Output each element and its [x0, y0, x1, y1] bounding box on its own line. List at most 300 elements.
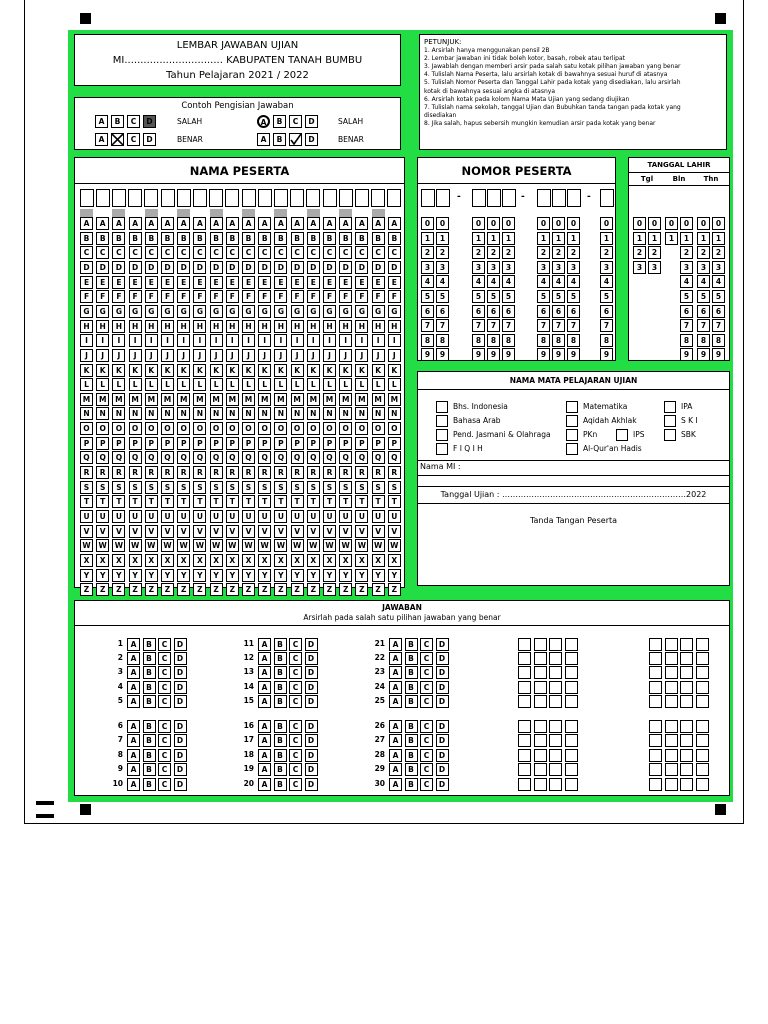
answer-bubble[interactable]: B	[143, 681, 156, 694]
name-bubble[interactable]: Q	[323, 451, 336, 464]
name-bubble[interactable]: H	[274, 320, 287, 333]
name-bubble[interactable]: J	[355, 349, 368, 362]
name-letter-input[interactable]	[306, 189, 320, 207]
name-bubble[interactable]: A	[355, 217, 368, 230]
name-bubble[interactable]: G	[80, 305, 93, 318]
name-bubble[interactable]: K	[177, 364, 190, 377]
name-bubble[interactable]: L	[355, 378, 368, 391]
number-bubble[interactable]: 2	[552, 246, 565, 259]
name-bubble[interactable]: Q	[80, 451, 93, 464]
name-bubble[interactable]: B	[274, 232, 287, 245]
name-letter-input[interactable]	[274, 189, 288, 207]
name-bubble[interactable]: R	[129, 466, 142, 479]
name-bubble[interactable]: S	[145, 481, 158, 494]
name-bubble[interactable]: L	[161, 378, 174, 391]
name-bubble[interactable]: X	[129, 554, 142, 567]
answer-bubble[interactable]: A	[127, 695, 140, 708]
birth-date-bubble[interactable]: 8	[697, 334, 710, 347]
number-bubble[interactable]: 0	[552, 217, 565, 230]
name-bubble[interactable]: I	[372, 334, 385, 347]
subject-checkbox[interactable]	[436, 401, 448, 413]
name-bubble[interactable]: F	[339, 290, 352, 303]
answer-bubble[interactable]: C	[289, 734, 302, 747]
name-bubble[interactable]: Z	[161, 583, 174, 596]
name-bubble[interactable]: U	[323, 510, 336, 523]
answer-bubble[interactable]: C	[420, 681, 433, 694]
name-bubble[interactable]: D	[161, 261, 174, 274]
number-bubble[interactable]: 6	[600, 305, 613, 318]
name-bubble[interactable]: W	[96, 539, 109, 552]
name-bubble[interactable]: A	[372, 217, 385, 230]
name-bubble[interactable]: T	[355, 495, 368, 508]
name-bubble[interactable]: K	[112, 364, 125, 377]
answer-bubble[interactable]: B	[143, 695, 156, 708]
name-bubble[interactable]: V	[145, 525, 158, 538]
name-bubble[interactable]: A	[129, 217, 142, 230]
name-bubble[interactable]: W	[258, 539, 271, 552]
number-bubble[interactable]: 2	[600, 246, 613, 259]
name-bubble[interactable]: E	[291, 276, 304, 289]
name-bubble[interactable]: S	[388, 481, 401, 494]
name-bubble[interactable]: N	[307, 407, 320, 420]
name-bubble[interactable]: D	[274, 261, 287, 274]
name-letter-input[interactable]	[96, 189, 110, 207]
number-bubble[interactable]: 9	[600, 348, 613, 361]
number-bubble[interactable]: 2	[567, 246, 580, 259]
name-bubble[interactable]: Y	[274, 569, 287, 582]
subject-checkbox[interactable]	[436, 443, 448, 455]
name-bubble[interactable]: O	[339, 422, 352, 435]
name-bubble[interactable]: E	[355, 276, 368, 289]
answer-bubble[interactable]: C	[158, 749, 171, 762]
name-bubble[interactable]: K	[210, 364, 223, 377]
name-bubble[interactable]: P	[210, 437, 223, 450]
name-bubble[interactable]: E	[258, 276, 271, 289]
birth-date-bubble[interactable]: 5	[712, 290, 725, 303]
answer-bubble[interactable]: D	[436, 652, 449, 665]
name-bubble[interactable]: N	[339, 407, 352, 420]
name-bubble[interactable]: O	[355, 422, 368, 435]
name-bubble[interactable]: G	[339, 305, 352, 318]
answer-bubble[interactable]: B	[405, 695, 418, 708]
name-bubble[interactable]: C	[258, 246, 271, 259]
number-bubble[interactable]: 0	[600, 217, 613, 230]
number-bubble[interactable]: 3	[421, 261, 434, 274]
name-bubble[interactable]: X	[242, 554, 255, 567]
answer-bubble[interactable]: D	[436, 720, 449, 733]
name-bubble[interactable]: R	[339, 466, 352, 479]
name-bubble[interactable]: A	[96, 217, 109, 230]
answer-bubble[interactable]: C	[420, 778, 433, 791]
answer-bubble[interactable]: C	[420, 695, 433, 708]
name-bubble[interactable]: G	[96, 305, 109, 318]
answer-bubble[interactable]: B	[274, 666, 287, 679]
name-bubble[interactable]: U	[339, 510, 352, 523]
name-bubble[interactable]: Q	[210, 451, 223, 464]
number-digit-input[interactable]	[502, 189, 516, 207]
name-bubble[interactable]: K	[242, 364, 255, 377]
answer-bubble[interactable]: C	[289, 720, 302, 733]
birth-date-bubble[interactable]: 8	[680, 334, 693, 347]
number-bubble[interactable]: 5	[421, 290, 434, 303]
answer-bubble[interactable]: D	[436, 638, 449, 651]
name-bubble[interactable]: S	[96, 481, 109, 494]
name-bubble[interactable]: P	[258, 437, 271, 450]
name-bubble[interactable]: O	[177, 422, 190, 435]
name-bubble[interactable]: T	[307, 495, 320, 508]
name-bubble[interactable]: I	[226, 334, 239, 347]
name-bubble[interactable]: G	[226, 305, 239, 318]
birth-date-bubble[interactable]: 4	[680, 275, 693, 288]
name-bubble[interactable]: U	[388, 510, 401, 523]
number-bubble[interactable]: 0	[421, 217, 434, 230]
name-bubble[interactable]: U	[161, 510, 174, 523]
answer-bubble[interactable]: D	[174, 695, 187, 708]
name-bubble[interactable]: Z	[80, 583, 93, 596]
answer-bubble[interactable]: A	[389, 681, 402, 694]
name-bubble[interactable]: B	[177, 232, 190, 245]
name-bubble[interactable]: W	[177, 539, 190, 552]
name-bubble[interactable]: C	[323, 246, 336, 259]
subject-checkbox[interactable]	[436, 429, 448, 441]
name-bubble[interactable]: Y	[307, 569, 320, 582]
number-bubble[interactable]: 7	[421, 319, 434, 332]
number-bubble[interactable]: 5	[436, 290, 449, 303]
answer-bubble[interactable]: A	[127, 720, 140, 733]
name-bubble[interactable]: M	[80, 393, 93, 406]
name-bubble[interactable]: G	[145, 305, 158, 318]
name-letter-input[interactable]	[112, 189, 126, 207]
number-bubble[interactable]: 1	[502, 232, 515, 245]
number-bubble[interactable]: 9	[421, 348, 434, 361]
answer-bubble[interactable]: B	[274, 778, 287, 791]
answer-bubble[interactable]: D	[305, 666, 318, 679]
name-bubble[interactable]: W	[193, 539, 206, 552]
name-bubble[interactable]: W	[339, 539, 352, 552]
number-bubble[interactable]: 5	[567, 290, 580, 303]
number-digit-input[interactable]	[537, 189, 551, 207]
name-bubble[interactable]: G	[210, 305, 223, 318]
answer-bubble[interactable]: B	[143, 763, 156, 776]
name-bubble[interactable]: P	[339, 437, 352, 450]
name-bubble[interactable]: L	[96, 378, 109, 391]
name-bubble[interactable]: Y	[242, 569, 255, 582]
number-bubble[interactable]: 4	[552, 275, 565, 288]
name-bubble[interactable]: H	[226, 320, 239, 333]
birth-date-bubble[interactable]: 2	[680, 246, 693, 259]
name-bubble[interactable]: M	[258, 393, 271, 406]
birth-date-bubble[interactable]: 3	[697, 261, 710, 274]
subject-checkbox[interactable]	[566, 401, 578, 413]
name-bubble[interactable]: B	[355, 232, 368, 245]
name-bubble[interactable]: P	[307, 437, 320, 450]
name-bubble[interactable]: W	[80, 539, 93, 552]
birth-date-bubble[interactable]: 9	[680, 348, 693, 361]
name-bubble[interactable]: Q	[112, 451, 125, 464]
name-bubble[interactable]: N	[291, 407, 304, 420]
answer-bubble[interactable]: A	[389, 778, 402, 791]
name-bubble[interactable]: Q	[161, 451, 174, 464]
number-bubble[interactable]: 7	[537, 319, 550, 332]
answer-bubble[interactable]: A	[127, 681, 140, 694]
name-bubble[interactable]: S	[242, 481, 255, 494]
name-bubble[interactable]: B	[80, 232, 93, 245]
name-bubble[interactable]: B	[339, 232, 352, 245]
name-bubble[interactable]: D	[307, 261, 320, 274]
answer-bubble[interactable]: C	[158, 720, 171, 733]
name-bubble[interactable]: F	[291, 290, 304, 303]
name-bubble[interactable]: D	[210, 261, 223, 274]
number-bubble[interactable]: 7	[567, 319, 580, 332]
number-bubble[interactable]: 3	[600, 261, 613, 274]
number-bubble[interactable]: 6	[567, 305, 580, 318]
answer-bubble[interactable]: A	[389, 763, 402, 776]
number-bubble[interactable]: 4	[472, 275, 485, 288]
number-bubble[interactable]: 4	[436, 275, 449, 288]
name-bubble[interactable]: Z	[388, 583, 401, 596]
name-bubble[interactable]: N	[323, 407, 336, 420]
name-bubble[interactable]: R	[112, 466, 125, 479]
name-bubble[interactable]: S	[80, 481, 93, 494]
number-bubble[interactable]: 9	[472, 348, 485, 361]
birth-date-bubble[interactable]: 2	[697, 246, 710, 259]
name-bubble[interactable]: L	[258, 378, 271, 391]
number-bubble[interactable]: 8	[487, 334, 500, 347]
name-bubble[interactable]: K	[258, 364, 271, 377]
answer-bubble[interactable]: D	[174, 763, 187, 776]
name-bubble[interactable]: Z	[96, 583, 109, 596]
answer-bubble[interactable]: C	[158, 734, 171, 747]
name-bubble[interactable]: V	[372, 525, 385, 538]
name-bubble[interactable]: N	[161, 407, 174, 420]
name-bubble[interactable]: R	[258, 466, 271, 479]
name-bubble[interactable]: Q	[226, 451, 239, 464]
name-bubble[interactable]: D	[177, 261, 190, 274]
name-letter-input[interactable]	[339, 189, 353, 207]
name-bubble[interactable]: B	[226, 232, 239, 245]
answer-bubble[interactable]: A	[258, 778, 271, 791]
name-bubble[interactable]: I	[323, 334, 336, 347]
name-bubble[interactable]: R	[323, 466, 336, 479]
name-bubble[interactable]: A	[274, 217, 287, 230]
birth-date-bubble[interactable]: 2	[712, 246, 725, 259]
name-bubble[interactable]: O	[274, 422, 287, 435]
answer-bubble[interactable]: D	[436, 749, 449, 762]
birth-date-bubble[interactable]: 0	[633, 217, 646, 230]
answer-bubble[interactable]: A	[389, 652, 402, 665]
name-bubble[interactable]: C	[226, 246, 239, 259]
number-bubble[interactable]: 7	[487, 319, 500, 332]
number-bubble[interactable]: 8	[552, 334, 565, 347]
name-bubble[interactable]: X	[307, 554, 320, 567]
name-bubble[interactable]: C	[177, 246, 190, 259]
name-bubble[interactable]: A	[112, 217, 125, 230]
number-bubble[interactable]: 3	[487, 261, 500, 274]
name-bubble[interactable]: X	[226, 554, 239, 567]
answer-bubble[interactable]: A	[389, 638, 402, 651]
number-bubble[interactable]: 4	[502, 275, 515, 288]
name-bubble[interactable]: C	[355, 246, 368, 259]
name-bubble[interactable]: E	[307, 276, 320, 289]
name-bubble[interactable]: C	[112, 246, 125, 259]
name-bubble[interactable]: A	[193, 217, 206, 230]
name-bubble[interactable]: Y	[372, 569, 385, 582]
name-bubble[interactable]: G	[129, 305, 142, 318]
name-bubble[interactable]: I	[307, 334, 320, 347]
birth-date-bubble[interactable]: 6	[712, 305, 725, 318]
name-bubble[interactable]: U	[258, 510, 271, 523]
answer-bubble[interactable]: A	[127, 778, 140, 791]
number-bubble[interactable]: 2	[537, 246, 550, 259]
name-bubble[interactable]: W	[274, 539, 287, 552]
name-bubble[interactable]: L	[129, 378, 142, 391]
name-bubble[interactable]: E	[323, 276, 336, 289]
name-bubble[interactable]: N	[193, 407, 206, 420]
name-bubble[interactable]: X	[323, 554, 336, 567]
answer-bubble[interactable]: D	[174, 666, 187, 679]
name-bubble[interactable]: H	[112, 320, 125, 333]
name-bubble[interactable]: W	[323, 539, 336, 552]
name-bubble[interactable]: M	[112, 393, 125, 406]
answer-bubble[interactable]: D	[305, 652, 318, 665]
number-bubble[interactable]: 5	[552, 290, 565, 303]
name-bubble[interactable]: Y	[291, 569, 304, 582]
birth-date-bubble[interactable]: 7	[697, 319, 710, 332]
name-bubble[interactable]: V	[210, 525, 223, 538]
answer-bubble[interactable]: B	[405, 763, 418, 776]
number-bubble[interactable]: 9	[487, 348, 500, 361]
name-bubble[interactable]: W	[161, 539, 174, 552]
answer-bubble[interactable]: A	[258, 734, 271, 747]
answer-bubble[interactable]: D	[174, 681, 187, 694]
name-letter-input[interactable]	[80, 189, 94, 207]
name-bubble[interactable]: U	[355, 510, 368, 523]
name-bubble[interactable]: W	[129, 539, 142, 552]
name-bubble[interactable]: S	[323, 481, 336, 494]
name-bubble[interactable]: B	[291, 232, 304, 245]
name-bubble[interactable]: U	[291, 510, 304, 523]
name-bubble[interactable]: X	[96, 554, 109, 567]
answer-bubble[interactable]: D	[436, 763, 449, 776]
answer-bubble[interactable]: C	[420, 763, 433, 776]
number-bubble[interactable]: 3	[537, 261, 550, 274]
name-bubble[interactable]: A	[388, 217, 401, 230]
name-bubble[interactable]: H	[339, 320, 352, 333]
name-bubble[interactable]: C	[80, 246, 93, 259]
name-letter-input[interactable]	[177, 189, 191, 207]
name-bubble[interactable]: I	[129, 334, 142, 347]
name-bubble[interactable]: L	[242, 378, 255, 391]
name-bubble[interactable]: M	[161, 393, 174, 406]
name-bubble[interactable]: F	[307, 290, 320, 303]
name-bubble[interactable]: F	[355, 290, 368, 303]
name-bubble[interactable]: J	[372, 349, 385, 362]
name-bubble[interactable]: E	[193, 276, 206, 289]
birth-date-bubble[interactable]: 8	[712, 334, 725, 347]
name-bubble[interactable]: I	[145, 334, 158, 347]
name-bubble[interactable]: Y	[96, 569, 109, 582]
answer-bubble[interactable]: C	[289, 666, 302, 679]
number-bubble[interactable]: 8	[472, 334, 485, 347]
name-bubble[interactable]: S	[355, 481, 368, 494]
name-bubble[interactable]: H	[161, 320, 174, 333]
name-bubble[interactable]: A	[258, 217, 271, 230]
name-bubble[interactable]: L	[307, 378, 320, 391]
name-bubble[interactable]: X	[177, 554, 190, 567]
answer-bubble[interactable]: B	[143, 720, 156, 733]
name-bubble[interactable]: U	[80, 510, 93, 523]
name-bubble[interactable]: X	[339, 554, 352, 567]
name-bubble[interactable]: O	[112, 422, 125, 435]
name-bubble[interactable]: E	[274, 276, 287, 289]
name-bubble[interactable]: R	[145, 466, 158, 479]
name-bubble[interactable]: C	[210, 246, 223, 259]
name-bubble[interactable]: I	[291, 334, 304, 347]
name-bubble[interactable]: L	[372, 378, 385, 391]
number-digit-input[interactable]	[472, 189, 486, 207]
answer-bubble[interactable]: B	[405, 749, 418, 762]
answer-bubble[interactable]: C	[158, 695, 171, 708]
name-bubble[interactable]: V	[274, 525, 287, 538]
name-bubble[interactable]: G	[307, 305, 320, 318]
name-bubble[interactable]: Q	[145, 451, 158, 464]
name-bubble[interactable]: Y	[258, 569, 271, 582]
birth-date-bubble[interactable]: 1	[712, 232, 725, 245]
name-bubble[interactable]: Z	[129, 583, 142, 596]
name-bubble[interactable]: E	[339, 276, 352, 289]
name-bubble[interactable]: E	[145, 276, 158, 289]
name-bubble[interactable]: Q	[291, 451, 304, 464]
name-bubble[interactable]: M	[388, 393, 401, 406]
name-bubble[interactable]: B	[307, 232, 320, 245]
name-bubble[interactable]: L	[323, 378, 336, 391]
name-letter-input[interactable]	[258, 189, 272, 207]
name-bubble[interactable]: V	[226, 525, 239, 538]
name-bubble[interactable]: I	[388, 334, 401, 347]
number-bubble[interactable]: 6	[421, 305, 434, 318]
name-bubble[interactable]: K	[372, 364, 385, 377]
number-bubble[interactable]: 6	[552, 305, 565, 318]
name-bubble[interactable]: R	[80, 466, 93, 479]
name-bubble[interactable]: D	[112, 261, 125, 274]
name-bubble[interactable]: J	[80, 349, 93, 362]
name-bubble[interactable]: X	[145, 554, 158, 567]
name-bubble[interactable]: R	[226, 466, 239, 479]
name-bubble[interactable]: V	[355, 525, 368, 538]
name-bubble[interactable]: L	[339, 378, 352, 391]
name-bubble[interactable]: O	[210, 422, 223, 435]
name-bubble[interactable]: M	[355, 393, 368, 406]
name-bubble[interactable]: C	[129, 246, 142, 259]
name-bubble[interactable]: Z	[291, 583, 304, 596]
name-bubble[interactable]: Q	[372, 451, 385, 464]
name-bubble[interactable]: P	[388, 437, 401, 450]
name-letter-input[interactable]	[225, 189, 239, 207]
name-bubble[interactable]: A	[177, 217, 190, 230]
answer-bubble[interactable]: B	[274, 720, 287, 733]
name-bubble[interactable]: Y	[129, 569, 142, 582]
name-bubble[interactable]: S	[307, 481, 320, 494]
name-bubble[interactable]: B	[372, 232, 385, 245]
name-bubble[interactable]: K	[226, 364, 239, 377]
name-bubble[interactable]: X	[80, 554, 93, 567]
name-bubble[interactable]: P	[372, 437, 385, 450]
name-bubble[interactable]: E	[226, 276, 239, 289]
answer-bubble[interactable]: C	[420, 652, 433, 665]
answer-bubble[interactable]: D	[305, 681, 318, 694]
name-bubble[interactable]: Q	[129, 451, 142, 464]
name-bubble[interactable]: Z	[112, 583, 125, 596]
